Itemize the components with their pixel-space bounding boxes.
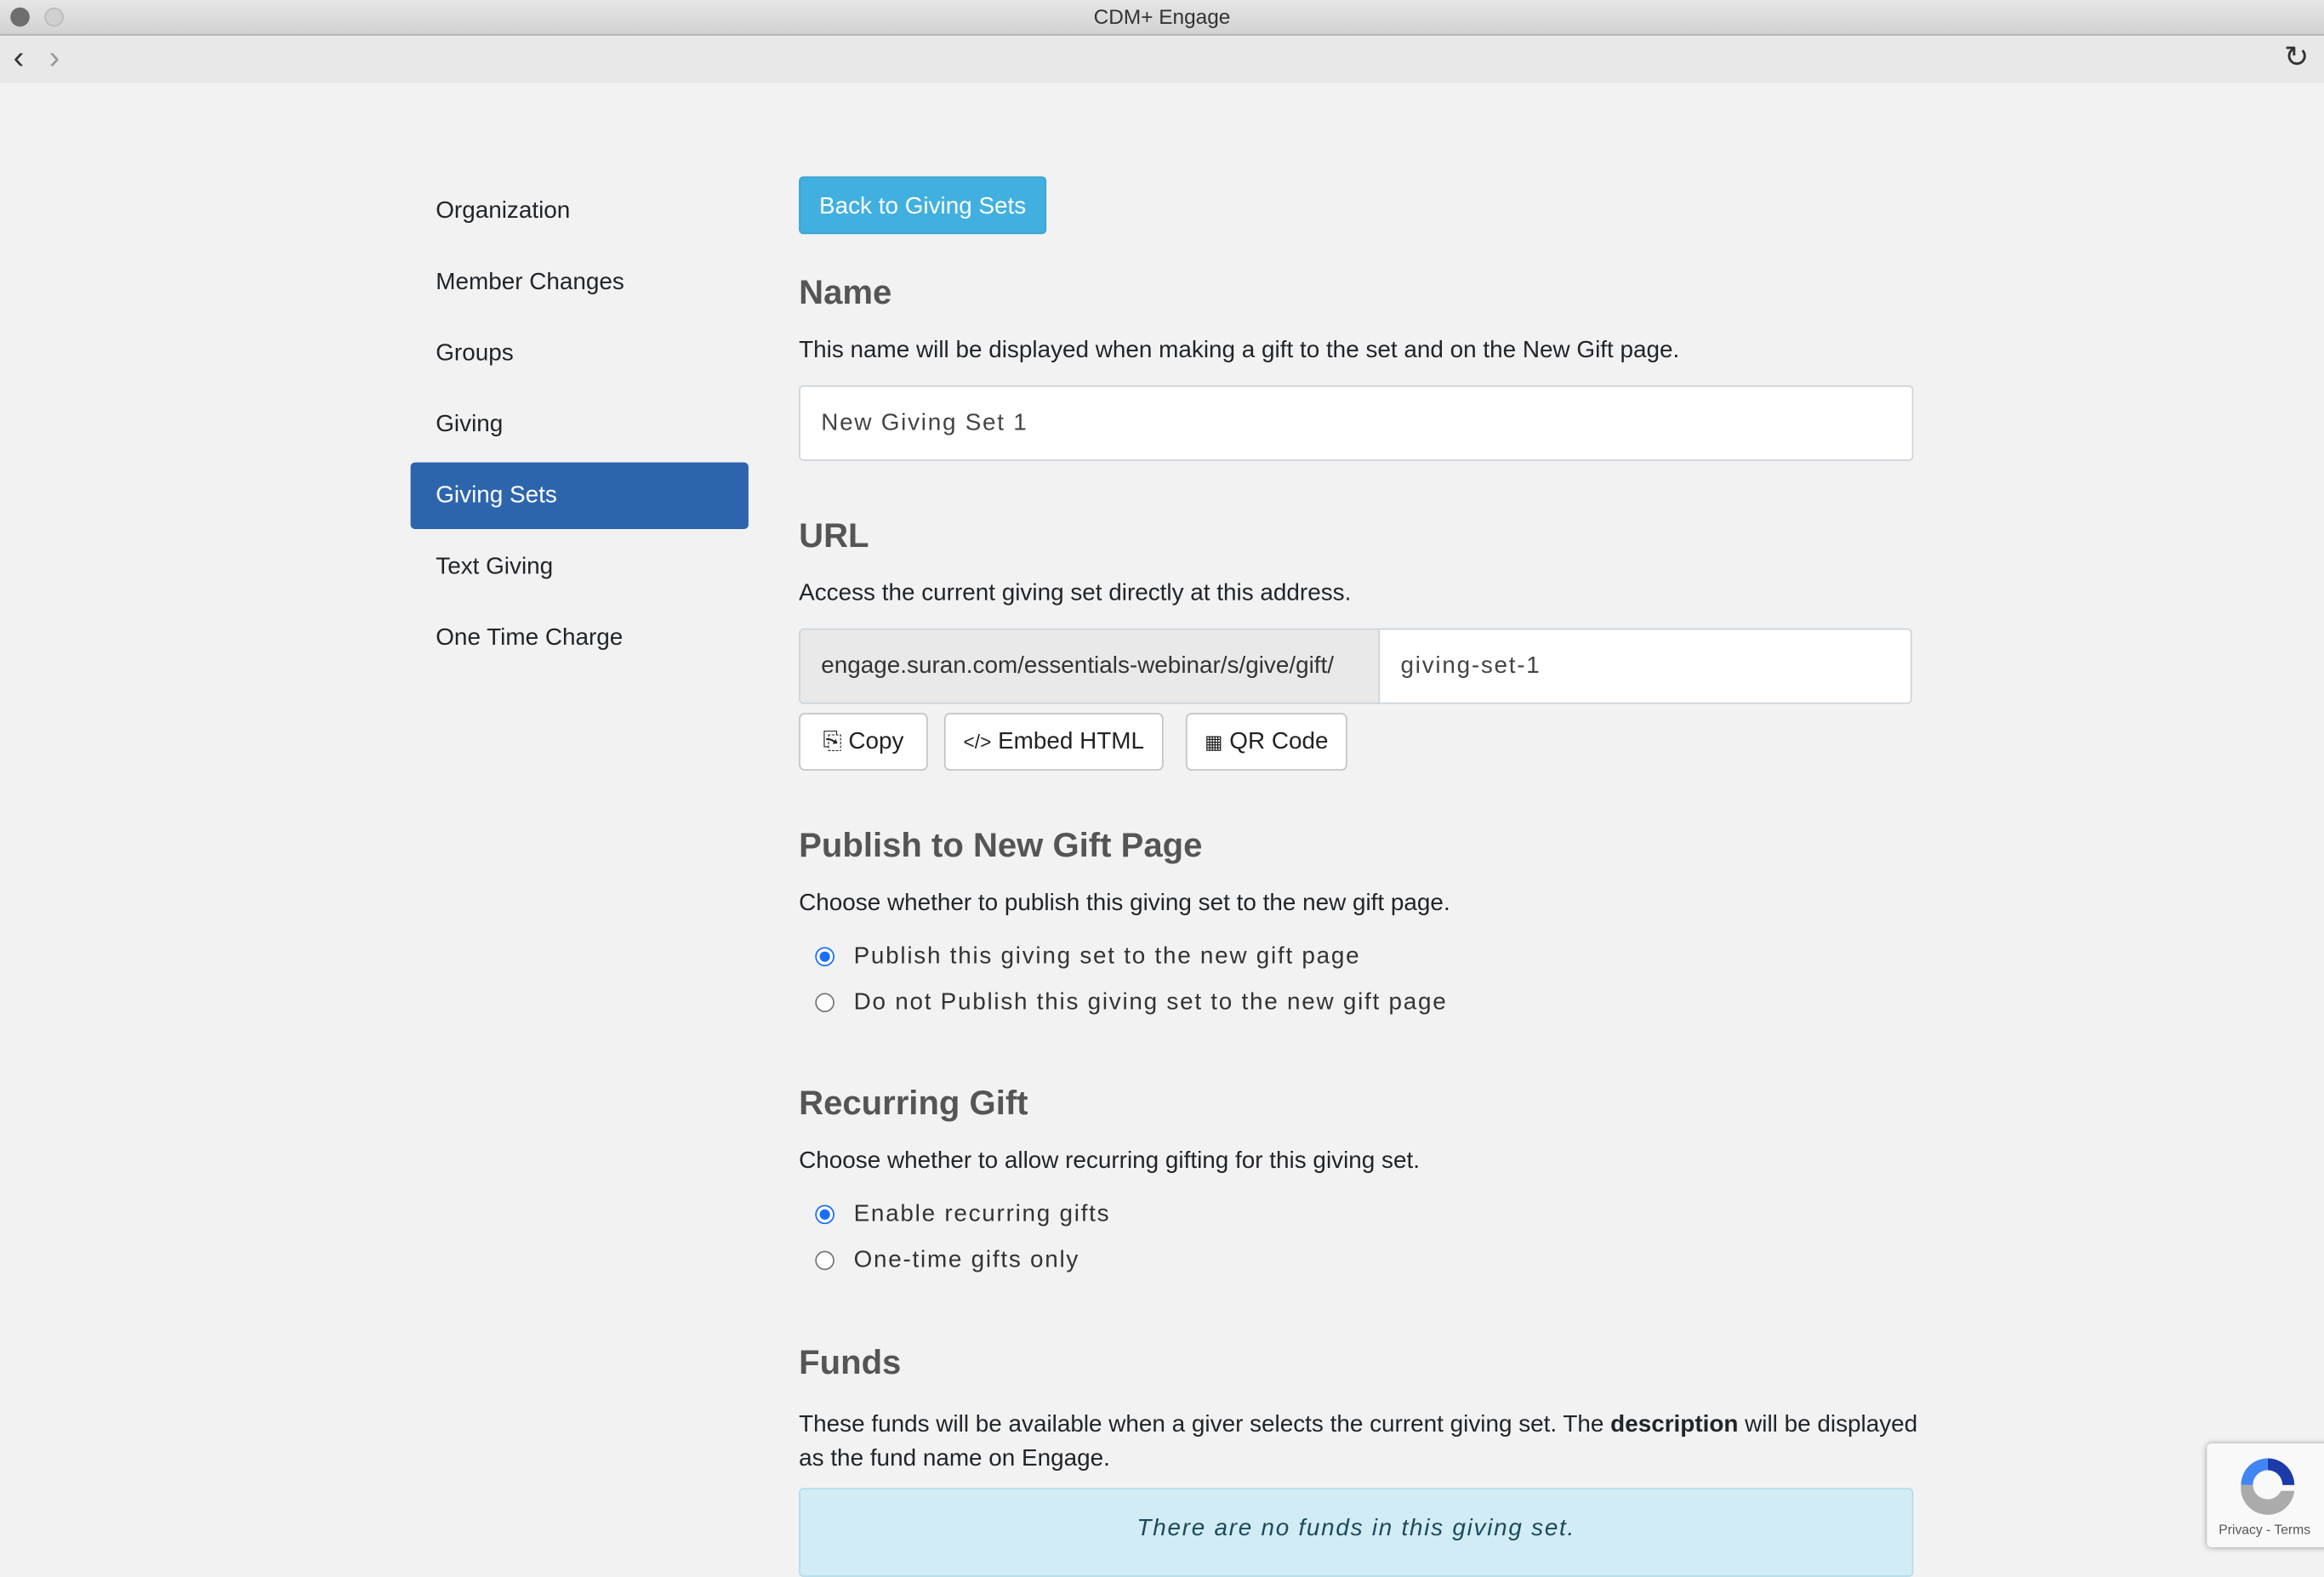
embed-html-button[interactable] [944,713,1164,771]
sidebar-item-giving[interactable]: Giving [436,412,504,437]
radio-label: Enable recurring gifts [853,1202,1111,1227]
radio-label: Publish this giving set to the new gift page [853,943,1361,970]
recurring-heading: Recurring Gift [799,1083,1028,1122]
funds-text: These funds will be available when a giver selects the current giving set. The [799,1412,1611,1438]
url-prefix: engage.suran.com/essentials-webinar/s/give/gift/ [799,629,1380,704]
back-icon[interactable]: ‹ [13,38,25,76]
recaptcha-badge[interactable] [2207,1443,2324,1547]
radio-unselected-icon[interactable] [815,993,834,1012]
qr-code-icon: ▦ [1205,730,1223,754]
sidebar-item-giving-sets[interactable]: Giving Sets [411,463,749,529]
window-title: CDM+ Engage [1093,4,1231,29]
sidebar-item-groups[interactable]: Groups [436,340,514,367]
copy-icon: ⎘ [823,729,842,754]
forward-icon[interactable]: › [48,38,60,76]
close-window-button[interactable] [10,8,30,27]
qr-code-button[interactable] [1186,713,1347,771]
reload-icon[interactable]: ↻ [2283,41,2310,75]
url-description: Access the current giving set directly at this address. [799,581,1352,606]
funds-description [799,1408,1925,1476]
minimize-window-button[interactable] [44,8,64,27]
back-to-giving-sets-button[interactable]: Back to Giving Sets [799,176,1046,234]
sidebar-item-member-changes[interactable]: Member Changes [436,270,624,295]
publish-heading: Publish to New Gift Page [799,825,1203,864]
qr-label: QR Code [1229,729,1329,754]
funds-bold: description [1610,1412,1739,1438]
sidebar-item-text-giving[interactable]: Text Giving [436,554,554,580]
radio-label: One-time gifts only [853,1248,1080,1273]
recurring-description: Choose whether to allow recurring gifting for this giving set. [799,1148,1420,1174]
embed-label: Embed HTML [998,729,1145,754]
name-input[interactable] [799,385,1913,461]
radio-unselected-icon[interactable] [815,1251,834,1271]
radio-selected-icon[interactable] [815,1205,834,1225]
copy-label: Copy [848,729,904,754]
recaptcha-icon [2235,1453,2300,1518]
window-titlebar [0,0,2324,36]
sidebar-item-one-time-charge[interactable]: One Time Charge [436,625,624,651]
radio-selected-icon[interactable] [815,947,834,966]
url-heading: URL [799,515,869,555]
name-description: This name will be displayed when making a gift to the set and on the New Gift page. [799,338,1680,363]
name-heading: Name [799,272,892,311]
funds-heading: Funds [799,1342,902,1381]
code-icon: </> [963,730,992,754]
url-slug-input[interactable] [1378,629,1911,704]
publish-description: Choose whether to publish this giving set to the new gift page. [799,891,1450,916]
copy-button[interactable] [799,713,928,771]
browser-toolbar [0,36,2324,83]
no-funds-alert: There are no funds in this giving set. [799,1488,1913,1577]
sidebar-item-organization[interactable]: Organization [436,198,571,225]
radio-label: Do not Publish this giving set to the new gift page [853,989,1448,1016]
funds-text: will be displayed as the fund name on Engage. [799,1412,1918,1472]
recaptcha-links[interactable]: Privacy - Terms [2219,1522,2311,1537]
